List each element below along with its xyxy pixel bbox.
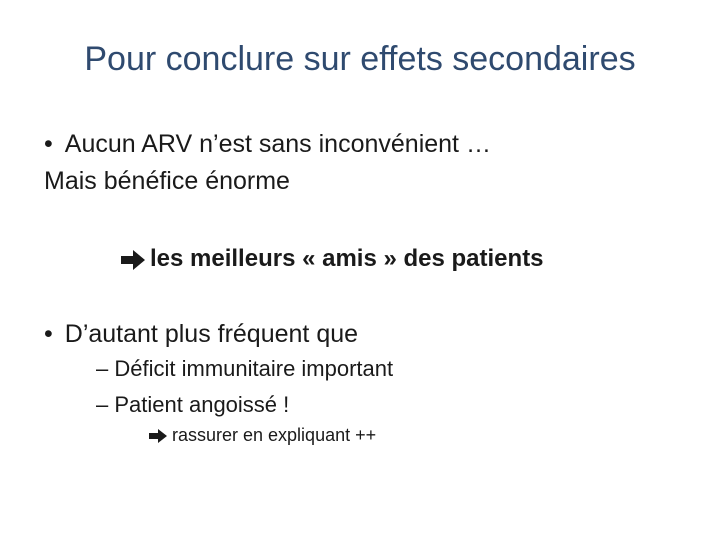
sub-item-1 [96, 356, 393, 382]
arrow-line-secondary [148, 425, 376, 446]
bullet-continuation: Mais bénéfice énorme [44, 167, 290, 195]
right-arrow-icon [148, 428, 168, 444]
bullet-text: Aucun ARV n’est sans inconvénient … [64, 130, 491, 158]
sub-item-text: Patient angoissé ! [114, 392, 290, 417]
bullet-item-2 [44, 320, 358, 349]
bullet-marker: • [44, 130, 53, 158]
sub-item-text: Déficit immunitaire important [114, 356, 394, 381]
sub-item-2 [96, 392, 289, 418]
sub-item-marker: – [96, 392, 109, 417]
arrow-line-text: les meilleurs « amis » des patients [150, 245, 544, 272]
bullet-text: D’autant plus fréquent que [64, 320, 359, 348]
right-arrow-icon [120, 249, 146, 271]
arrow-line-text: rassurer en expliquant ++ [172, 425, 377, 445]
arrow-line-primary [120, 245, 544, 273]
bullet-marker: • [44, 320, 53, 348]
slide-title: Pour conclure sur effets secondaires [84, 40, 636, 78]
bullet-item-1 [44, 130, 491, 159]
sub-item-marker: – [96, 356, 109, 381]
